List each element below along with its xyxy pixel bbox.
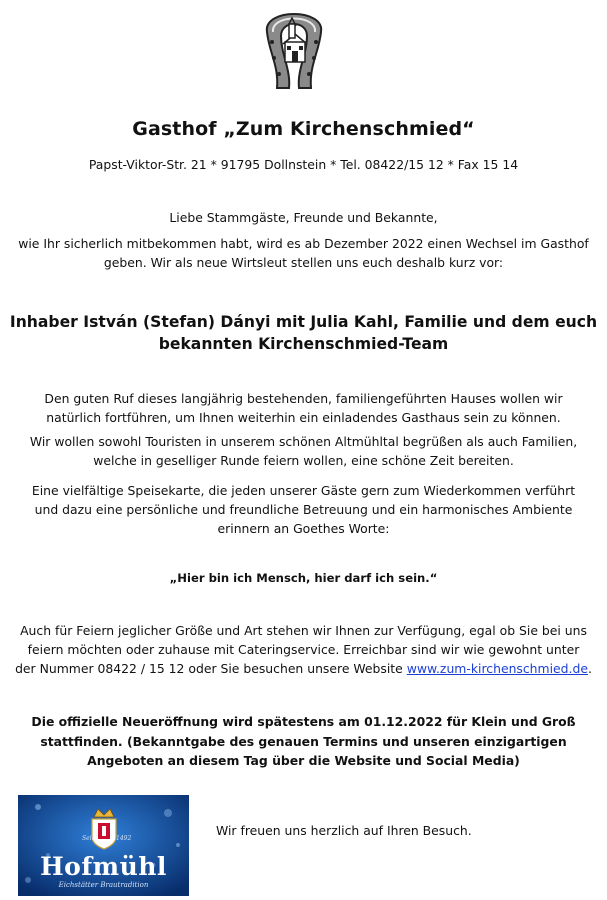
paragraph-line: natürlich fortführen, um Ihnen weiterhin ein einladendes Gasthaus sein zu können. [46, 410, 561, 425]
paragraph-text: der Nummer 08422 / 15 12 oder Sie besuchen unsere Website [15, 661, 407, 676]
paragraph-menu [0, 481, 607, 538]
brand-tagline: Eichstätter Brautradition [58, 881, 149, 889]
paragraph-line: Den guten Ruf dieses langjährig bestehenden, familiengeführten Hauses wollen wir [44, 391, 563, 406]
paragraph-line-with-link [0, 659, 607, 678]
website-link[interactable]: www.zum-kirchenschmied.de [406, 661, 588, 676]
paragraph-events [0, 621, 607, 678]
closing-line: Wir freuen uns herzlich auf Ihren Besuch. [216, 823, 472, 838]
paragraph-reputation [0, 389, 607, 427]
brand-since-label: Seit [82, 835, 94, 842]
brewery-crest-icon [92, 809, 116, 849]
paragraph-tourists [0, 432, 607, 470]
owners-line: Inhaber István (Stefan) Dányi mit Julia Kahl, Familie und dem euch [9, 313, 598, 331]
opening-announcement [0, 712, 607, 771]
brand-year: 1492 [116, 835, 132, 842]
paragraph-line: feiern möchten oder zuhause mit Cateringservice. Erreichbar sind wir wie gewohnt unter [27, 642, 580, 657]
paragraph-line: welche in geselliger Runde feiern wollen, eine schöne Zeit bereiten. [93, 453, 514, 468]
intro-line: wie Ihr sicherlich mitbekommen habt, wird es ab Dezember 2022 einen Wechsel im Gasthof [18, 236, 589, 251]
horseshoe-logo-icon [253, 2, 335, 94]
goethe-quote: „Hier bin ich Mensch, hier darf ich sein.“ [169, 571, 438, 585]
paragraph-line: und dazu eine persönliche und freundliche Betreuung und ein harmonisches Ambiente [34, 502, 573, 517]
paragraph-line: erinnern an Goethes Worte: [217, 521, 390, 536]
opening-line: stattfinden. (Bekanntgabe des genauen Termins und unseren einzigartigen [40, 733, 567, 749]
intro-paragraph [0, 234, 607, 272]
opening-line: Die offizielle Neueröffnung wird spätestens am 01.12.2022 für Klein und Groß [31, 714, 576, 729]
paragraph-line: Eine vielfältige Speisekarte, die jeden unserer Gäste gern zum Wiederkommen verführt [31, 483, 576, 498]
greeting: Liebe Stammgäste, Freunde und Bekannte, [169, 210, 438, 225]
address-line: Papst-Viktor-Str. 21 * 91795 Dollnstein * Tel. 08422/15 12 * Fax 15 14 [88, 157, 519, 172]
page-title: Gasthof „Zum Kirchenschmied“ [132, 118, 475, 140]
owners-heading [0, 311, 607, 355]
intro-line: geben. Wir als neue Wirtsleut stellen uns euch deshalb kurz vor: [103, 255, 504, 270]
brand-name: Hofmühl [40, 852, 167, 881]
paragraph-line: Wir wollen sowohl Touristen in unserem schönen Altmühltal begrüßen als auch Familien, [29, 434, 578, 449]
opening-line: Angeboten an diesem Tag über die Website und Social Media) [87, 753, 520, 768]
owners-line: bekannten Kirchenschmied-Team [158, 335, 449, 353]
hofmuehl-brand-logo [18, 795, 189, 896]
paragraph-line: Auch für Feiern jeglicher Größe und Art stehen wir Ihnen zur Verfügung, egal ob Sie bei uns [20, 623, 587, 638]
paragraph-text: . [587, 661, 592, 676]
